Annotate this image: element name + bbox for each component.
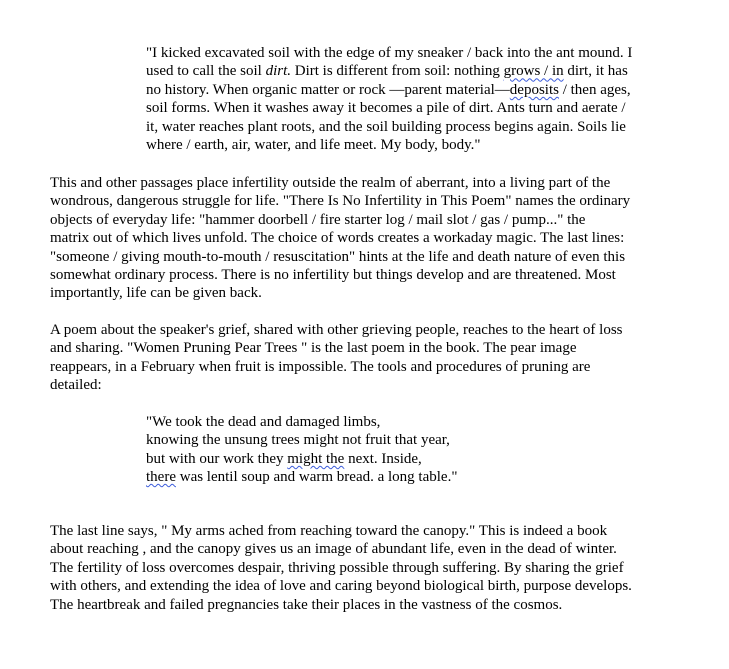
text-line: with others, and extending the idea of love and caring beyond biological birth, purpose develops. <box>50 578 632 595</box>
text-line: and sharing. "Women Pruning Pear Trees " is the last poem in the book. The pear image <box>50 340 577 357</box>
text-line: "I kicked excavated soil with the edge of my sneaker / back into the ant mound. I <box>146 45 633 61</box>
text-line: The last line says, " My arms ached from reaching toward the canopy." This is indeed a book <box>50 523 608 539</box>
text-line: objects of everyday life: "hammer doorbell / fire starter log / mail slot / gas / pump..." the <box>50 211 586 228</box>
paragraph-infertility <box>50 174 710 303</box>
grammar-underline: deposits <box>509 81 559 98</box>
text-line: matrix out of which lives unfold. The choice of words creates a workaday magic. The last lines: <box>50 230 625 247</box>
text-line: about reaching , and the canopy gives us an image of abundant life, even in the dead of winter. <box>50 541 617 558</box>
text-line: somewhat ordinary process. There is no infertility but things develop and are threatened. Most <box>50 267 616 284</box>
text-line: "someone / giving mouth-to-mouth / resuscitation" hints at the life and death nature of even this <box>50 248 626 265</box>
paragraph-canopy <box>50 522 710 614</box>
text-line: there was lentil soup and warm bread. a long table." <box>146 469 458 486</box>
text-line: "We took the dead and damaged limbs, <box>146 414 381 430</box>
text-line: used to call the soil dirt. Dirt is different from soil: nothing grows / in dirt, it has <box>146 63 628 80</box>
text-line: The heartbreak and failed pregnancies take their places in the vastness of the cosmos. <box>50 596 563 613</box>
text-line: but with our work they might the next. Inside, <box>146 450 422 467</box>
grammar-underline: might the <box>287 450 345 467</box>
italic-text: dirt. <box>265 63 291 80</box>
text-line: A poem about the speaker's grief, shared with other grieving people, reaches to the heart of loss <box>50 322 623 338</box>
grammar-underline: grows / in <box>503 63 564 80</box>
block-quote-pear-trees <box>146 413 646 487</box>
block-quote-soil <box>146 44 676 154</box>
text-line: it, water reaches plant roots, and the soil building process begins again. Soils lie <box>146 118 626 135</box>
text-line: knowing the unsung trees might not fruit that year, <box>146 432 450 449</box>
paragraph-grief <box>50 321 710 395</box>
text-line: wondrous, dangerous struggle for life. "There Is No Infertility in This Poem" names the ordinary <box>50 193 631 210</box>
text-line: where / earth, air, water, and life meet. My body, body." <box>146 137 481 154</box>
text-line: This and other passages place infertility outside the realm of aberrant, into a living part of the <box>50 175 611 191</box>
text-line: detailed: <box>50 377 102 394</box>
grammar-underline: there <box>146 469 176 486</box>
text-line: reappears, in a February when fruit is impossible. The tools and procedures of pruning are <box>50 358 591 375</box>
text-line: soil forms. When it washes away it becomes a pile of dirt. Ants turn and aerate / <box>146 100 626 117</box>
text-line: importantly, life can be given back. <box>50 285 262 302</box>
text-line: no history. When organic matter or rock —parent material—deposits / then ages, <box>146 81 631 98</box>
text-line: The fertility of loss overcomes despair, thriving possible through suffering. By sharing the grief <box>50 559 624 576</box>
